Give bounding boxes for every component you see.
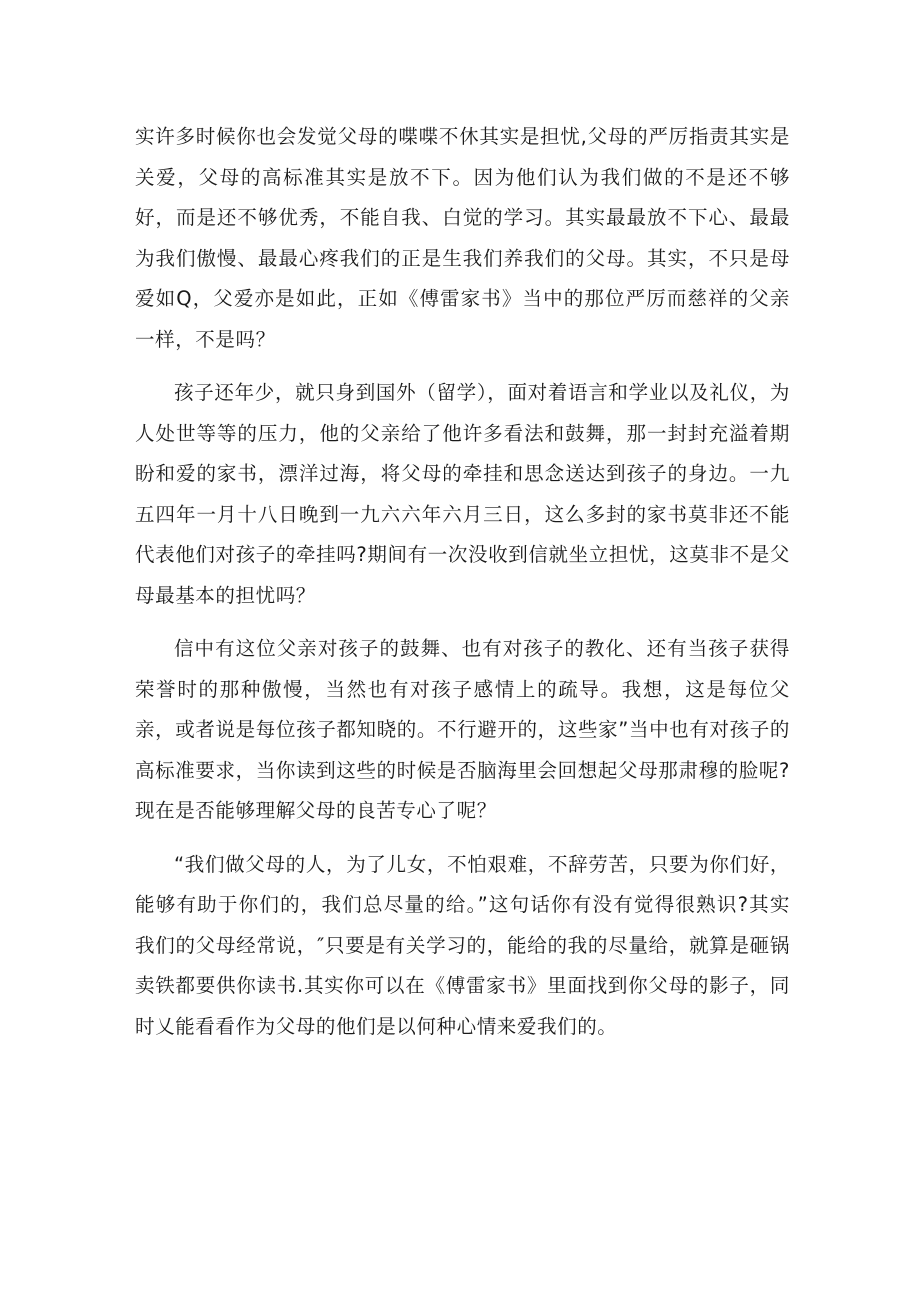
document-body (135, 117, 790, 1060)
paragraph-1: 实许多时候你也会发觉父母的喋喋不休其实是担忧,父母的严厉指责其实是关爱，父母的高标准其实是放不下。因为他们认为我们做的不是还不够好，而是还不够优秀，不能自我、白觉的学习。其实最最放不下心、最最为我们傲慢、最最心疼我们的正是生我们养我们的父母。其实，不只是母爱如Q，父爱亦是如此，正如《傅雷家书》当中的那位严厉而慈祥的父亲一样，不是吗？ (135, 125, 790, 351)
paragraph-3: 信中有这位父亲对孩子的鼓舞、也有对孩子的教化、还有当孩子获得荣誉时的那种傲慢，当然也有对孩子感情上的疏导。我想，这是每位父亲，或者说是每位孩子都知晓的。不行避开的，这些家”当中也有对孩子的高标准要求，当你读到这些的时候是否脑海里会回想起父母那肃穆的脸呢?现在是否能够理解父母的良苦专心了呢？ (135, 637, 790, 822)
paragraph-4: “我们做父母的人，为了儿女，不怕艰难，不辞劳苦，只要为你们好，能够有助于你们的，我们总尽量的给。”这句话你有没有觉得很熟识?其实我们的父母经常说，″只要是有关学习的，能给的我的尽量给，就算是砸锅卖铁都要供你读书.其实你可以在《傅雷家书》里面找到你父母的影子，同时乂能看看作为父母的他们是以何种心情来爱我们的。 (135, 852, 790, 1038)
paragraph-2: 孩子还年少，就只身到国外（留学），面对着语言和学业以及礼仪，为人处世等等的压力，他的父亲给了他许多看法和鼓舞，那一封封充溢着期盼和爱的家书，漂洋过海，将父母的牵挂和思念送达到孩子的身边。一九五四年一月十八日晚到一九六六年六月三日，这么多封的家书莫非还不能代表他们对孩子的牵挂吗?期间有一次没收到信就坐立担忧，这莫非不是父母最基本的担忧吗？ (135, 381, 790, 607)
